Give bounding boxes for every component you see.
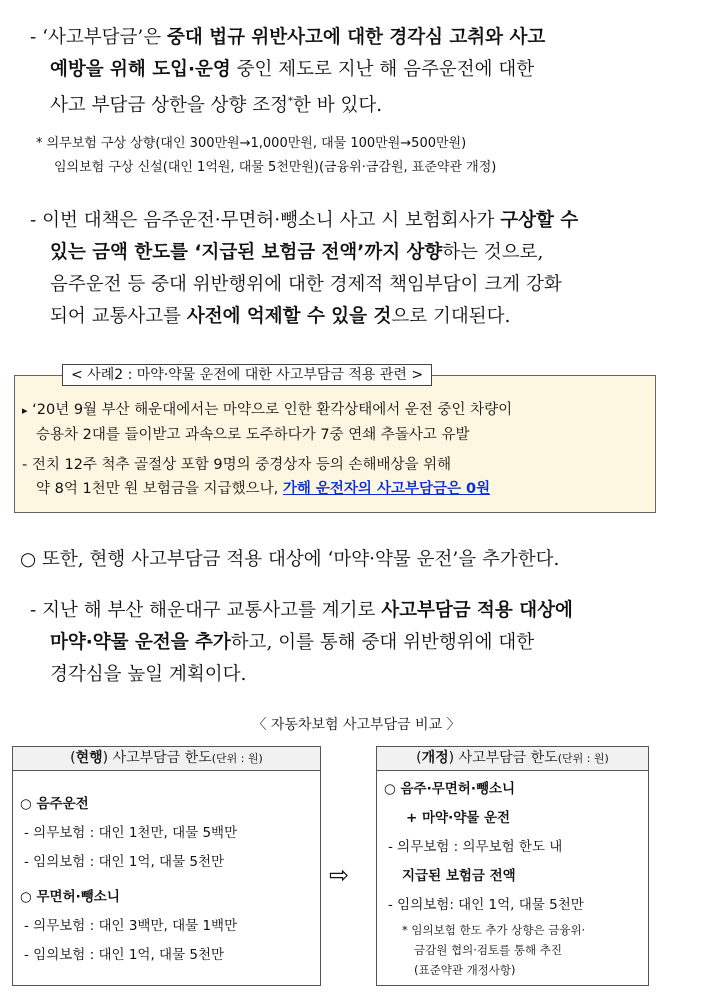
revised-line-2: 지급된 보험금 전액 <box>402 868 516 884</box>
current-group-1-title: ○ 음주운전 <box>20 796 89 812</box>
current-group-2-line-2: - 임의보험 : 대인 1억, 대물 5천만 <box>24 947 225 963</box>
case-line-1: ▸ ‘20년 9월 부산 해운대에서는 마약으로 인한 환각상태에서 운전 중인 차량이 <box>22 402 513 418</box>
paragraph-1-line-2: 예방을 위해 도입·운영 중인 제도로 지난 해 음주운전에 대한 <box>50 59 535 80</box>
revised-line-1: - 의무보험 : 의무보험 한도 내 <box>388 839 563 855</box>
revised-note-2: 금감원 협의·검토를 통해 추진 <box>414 943 562 957</box>
paragraph-1 <box>30 22 670 122</box>
highlight-link: 가해 운전자의 사고부담금은 0원 <box>282 481 491 497</box>
bullet: - <box>30 27 37 48</box>
current-group-2-title: ○ 무면허·뺑소니 <box>20 889 120 905</box>
revised-box-header: (개정) 사고부담금 한도(단위 : 원) <box>377 747 648 771</box>
paragraph-3: ○ 또한, 현행 사고부담금 적용 대상에 ‘마약·약물 운전’을 추가한다. <box>20 549 560 570</box>
paragraph-1-line-1: - ‘사고부담금’은 중대 법규 위반사고에 대한 경각심 고취와 사고 <box>30 27 546 48</box>
revised-group-subtitle: + 마약·약물 운전 <box>406 810 511 826</box>
revised-note-1: * 임의보험 한도 추가 상향은 금융위· <box>402 923 586 937</box>
arrow-right-icon: ⇨ <box>329 861 350 889</box>
case-title: < 사례2 : 마약·약물 운전에 대한 사고부담금 적용 관련 > <box>62 364 432 386</box>
current-box-header: (현행) 사고부담금 한도(단위 : 원) <box>13 747 320 771</box>
paragraph-1-line-3: 사고 부담금 상한을 상향 조정*한 바 있다. <box>50 95 383 117</box>
current-group-2-line-1: - 의무보험 : 대인 3백만, 대물 1백만 <box>24 918 238 934</box>
paragraph-2 <box>30 205 670 333</box>
bullet: - <box>22 457 28 473</box>
compare-caption: 〈 자동차보험 사고부담금 비교 〉 <box>252 717 461 733</box>
case-content <box>22 398 652 501</box>
paragraph-4-line-1: - 지난 해 부산 해운대구 교통사고를 계기로 사고부담금 적용 대상에 <box>30 600 573 621</box>
revised-line-3: - 임의보험: 대인 1억, 대물 5천만 <box>388 897 584 913</box>
current-group-1-line-2: - 임의보험 : 대인 1억, 대물 5천만 <box>24 854 225 870</box>
revised-note-3: (표준약관 개정사항) <box>414 963 516 977</box>
current-box-content <box>20 790 316 970</box>
revised-box-content <box>384 775 646 980</box>
revised-group-title: ○ 음주·무면허·뺑소니 <box>384 781 516 797</box>
triangle-bullet-icon: ▸ <box>22 404 28 417</box>
bullet: - <box>30 210 37 231</box>
case-line-2: 승용차 2대를 들이받고 과속으로 도주하다가 7중 연쇄 추돌사고 유발 <box>36 427 470 443</box>
paragraph-2-line-1: - 이번 대책은 음주운전·무면허·뺑소니 사고 시 보험회사가 구상할 수 <box>30 210 579 231</box>
paragraph-2-line-2: 있는 금액 한도를 ‘지급된 보험금 전액’까지 상향하는 것으로, <box>50 242 544 263</box>
paragraph-4-line-3: 경각심을 높일 계획이다. <box>50 664 247 685</box>
circle-bullet: ○ <box>20 549 37 570</box>
bullet: - <box>30 600 37 621</box>
paragraph-2-line-4: 되어 교통사고를 사전에 억제할 수 있을 것으로 기대된다. <box>50 306 511 327</box>
paragraph-2-line-3: 음주운전 등 중대 위반행위에 대한 경제적 책임부담이 크게 강화 <box>50 274 562 295</box>
footnote-1: * 의무보험 구상 상향(대인 300만원→1,000만원, 대물 100만원→500만원) 임의보험 구상 신설(대인 1억원, 대물 5천만원)(금융위·금감원, 표준약관 개정) <box>36 136 497 175</box>
paragraph-4-line-2: 마약·약물 운전을 추가하고, 이를 통해 중대 위반행위에 대한 <box>50 632 535 653</box>
case-line-3: - 전치 12주 척추 골절상 포함 9명의 중경상자 등의 손해배상을 위해 <box>22 457 452 473</box>
case-line-4: 약 8억 1천만 원 보험금을 지급했으나, 가해 운전자의 사고부담금은 0원 <box>36 481 491 497</box>
current-group-1-line-1: - 의무보험 : 대인 1천만, 대물 5백만 <box>24 825 238 841</box>
paragraph-4 <box>30 595 670 691</box>
